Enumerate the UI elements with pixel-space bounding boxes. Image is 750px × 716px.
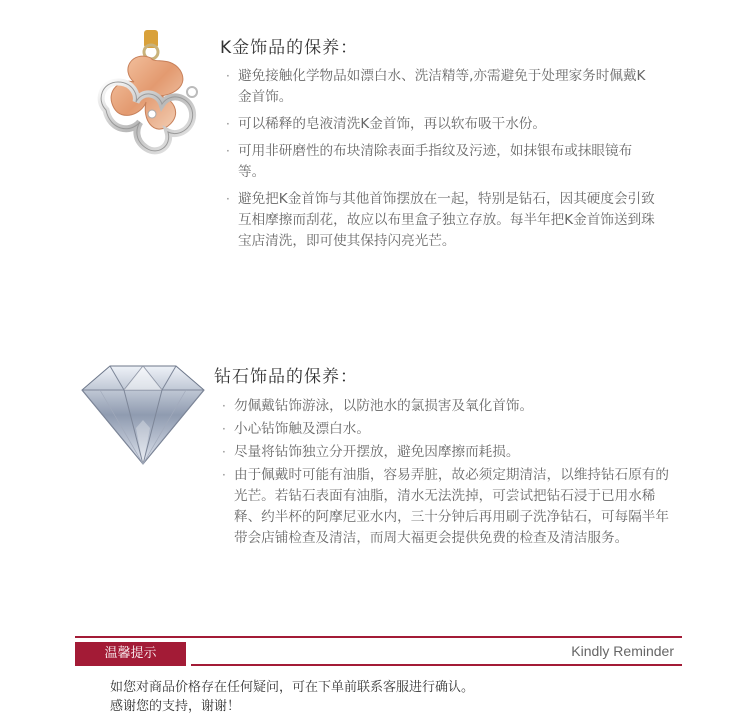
diamond-icon [80,360,206,472]
list-item: · 可以稀释的皂液清洗K金首饰，再以软布吸干水份。 [226,116,546,132]
reminder-tag: 温馨提示 [75,642,186,666]
notice-line: 如您对商品价格存在任何疑问，可在下单前联系客服进行确认。 [110,680,475,695]
gold-care-list [226,66,656,258]
reminder-notice [110,678,474,716]
diamond-care-title: 钻石饰品的保养： [214,367,358,387]
notice-line: 感谢您的支持，谢谢！ [110,699,241,714]
gold-care-title: K金饰品的保养： [220,38,359,58]
gold-pendant-icon [92,30,210,160]
list-item: · 由于佩戴时可能有油脂，容易弄脏，故必须定期清洁，以维持钻石原有的光芒。若钻石表面有油脂，清水无法洗掉，可尝试把钻石浸于已用水稀释、约半杯的阿摩尼亚水内，三十分钟后再用刷子洗净钻石，可每隔半年带会店铺检查及清洁，而周大福更会提供免费的检查及清洁服务。 [222,467,669,546]
list-item: · 尽量将钻饰独立分开摆放，避免因摩擦而耗损。 [222,444,520,460]
list-item: · 勿佩戴钻饰游泳，以防池水的氯损害及氧化首饰。 [222,398,534,414]
divider [75,636,682,638]
diamond-care-list [222,396,680,551]
reminder-bar [75,636,682,666]
list-item: · 可用非研磨性的布块清除表面手指纹及污迹，如抹银布或抹眼镜布等。 [226,143,633,180]
diamond-care-section [0,340,750,590]
list-item: · 小心钻饰触及漂白水。 [222,421,370,437]
gold-care-section [0,0,750,300]
list-item: · 避免把K金首饰与其他首饰摆放在一起，特别是钻石，因其硬度会引致互相摩擦而刮花，故应以布里盒子独立存放。每半年把K金首饰送到珠宝店清洗，即可使其保持闪亮光芒。 [226,191,655,249]
reminder-english-label: Kindly Reminder [571,643,674,659]
divider [191,664,682,666]
list-item: · 避免接触化学物品如漂白水、洗洁精等,亦需避免于处理家务时佩戴K金首饰。 [226,68,646,105]
